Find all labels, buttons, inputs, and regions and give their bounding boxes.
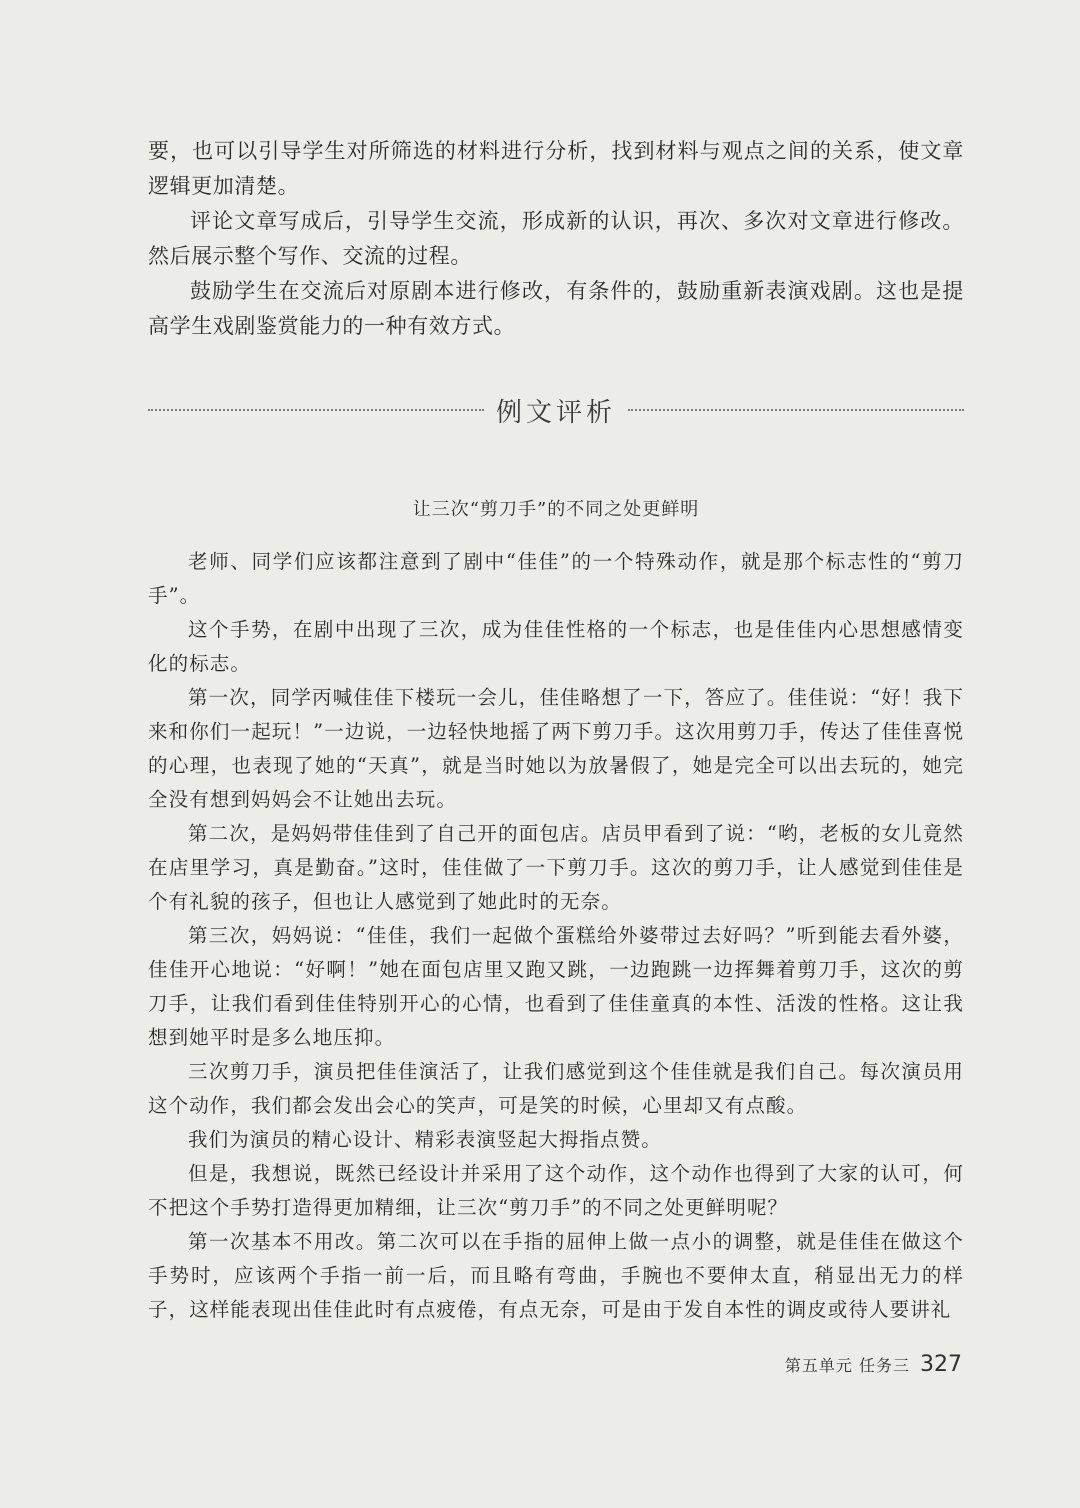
intro-text [148, 134, 964, 344]
right-dotted-rule [628, 409, 964, 411]
essay-paragraph-6: 三次剪刀手，演员把佳佳演活了，让我们感觉到这个佳佳就是我们自己。每次演员用这个动作，我们都会发出会心的笑声，可是笑的时候，心里却又有点酸。 [148, 1060, 964, 1117]
unit-label: 第五单元 任务三 [784, 1356, 910, 1375]
section-heading-bar [148, 388, 964, 432]
essay-paragraph-4: 第二次，是妈妈带佳佳到了自己开的面包店。店员甲看到了说：“哟，老板的女儿竟然在店里学习，真是勤奋。”这时，佳佳做了一下剪刀手。这次的剪刀手，让人感觉到佳佳是个有礼貌的孩子，但也让人感觉到了她此时的无奈。 [148, 822, 964, 913]
essay-paragraph-2: 这个手势，在剧中出现了三次，成为佳佳性格的一个标志，也是佳佳内心思想感情变化的标志。 [148, 618, 964, 675]
page-footer [785, 1352, 962, 1377]
left-dotted-rule [148, 409, 484, 411]
essay-paragraph-5: 第三次，妈妈说：“佳佳，我们一起做个蛋糕给外婆带过去好吗？”听到能去看外婆，佳佳开心地说：“好啊！”她在面包店里又跑又跳，一边跑跳一边挥舞着剪刀手，这次的剪刀手，让我们看到佳佳特别开心的心情，也看到了佳佳童真的本性、活泼的性格。这让我想到她平时是多么地压抑。 [148, 924, 964, 1049]
essay-paragraph-7: 我们为演员的精心设计、精彩表演竖起大拇指点赞。 [188, 1128, 662, 1151]
page-number: 327 [920, 1352, 962, 1377]
essay-title: 让三次“剪刀手”的不同之处更鲜明 [412, 499, 700, 520]
section-heading: 例文评析 [496, 397, 617, 428]
intro-paragraph-2: 评论文章写成后，引导学生交流，形成新的认识，再次、多次对文章进行修改。然后展示整个写作、交流的过程。 [148, 209, 964, 268]
intro-paragraph-1: 要，也可以引导学生对所筛选的材料进行分析，找到材料与观点之间的关系，使文章逻辑更加清楚。 [148, 139, 964, 198]
essay-paragraph-8: 但是，我想说，既然已经设计并采用了这个动作，这个动作也得到了大家的认可，何不把这个手势打造得更加精细，让三次“剪刀手”的不同之处更鲜明呢？ [148, 1162, 964, 1219]
intro-paragraph-3: 鼓励学生在交流后对原剧本进行修改，有条件的，鼓励重新表演戏剧。这也是提高学生戏剧鉴赏能力的一种有效方式。 [148, 279, 964, 338]
essay-paragraph-3: 第一次，同学丙喊佳佳下楼玩一会儿，佳佳略想了一下，答应了。佳佳说：“好！我下来和你们一起玩！”一边说，一边轻快地摇了两下剪刀手。这次用剪刀手，传达了佳佳喜悦的心理，也表现了她的“天真”，就是当时她以为放暑假了，她是完全可以出去玩的，她完全没有想到妈妈会不让她出去玩。 [148, 686, 964, 811]
essay-paragraph-1: 老师、同学们应该都注意到了剧中“佳佳”的一个特殊动作，就是那个标志性的“剪刀手”。 [148, 550, 964, 607]
essay-body [148, 545, 964, 1327]
essay-paragraph-9: 第一次基本不用改。第二次可以在手指的屈伸上做一点小的调整，就是佳佳在做这个手势时，应该两个手指一前一后，而且略有弯曲，手腕也不要伸太直，稍显出无力的样子，这样能表现出佳佳此时有点疲倦，有点无奈，可是由于发自本性的调皮或待人要讲礼 [148, 1230, 964, 1321]
